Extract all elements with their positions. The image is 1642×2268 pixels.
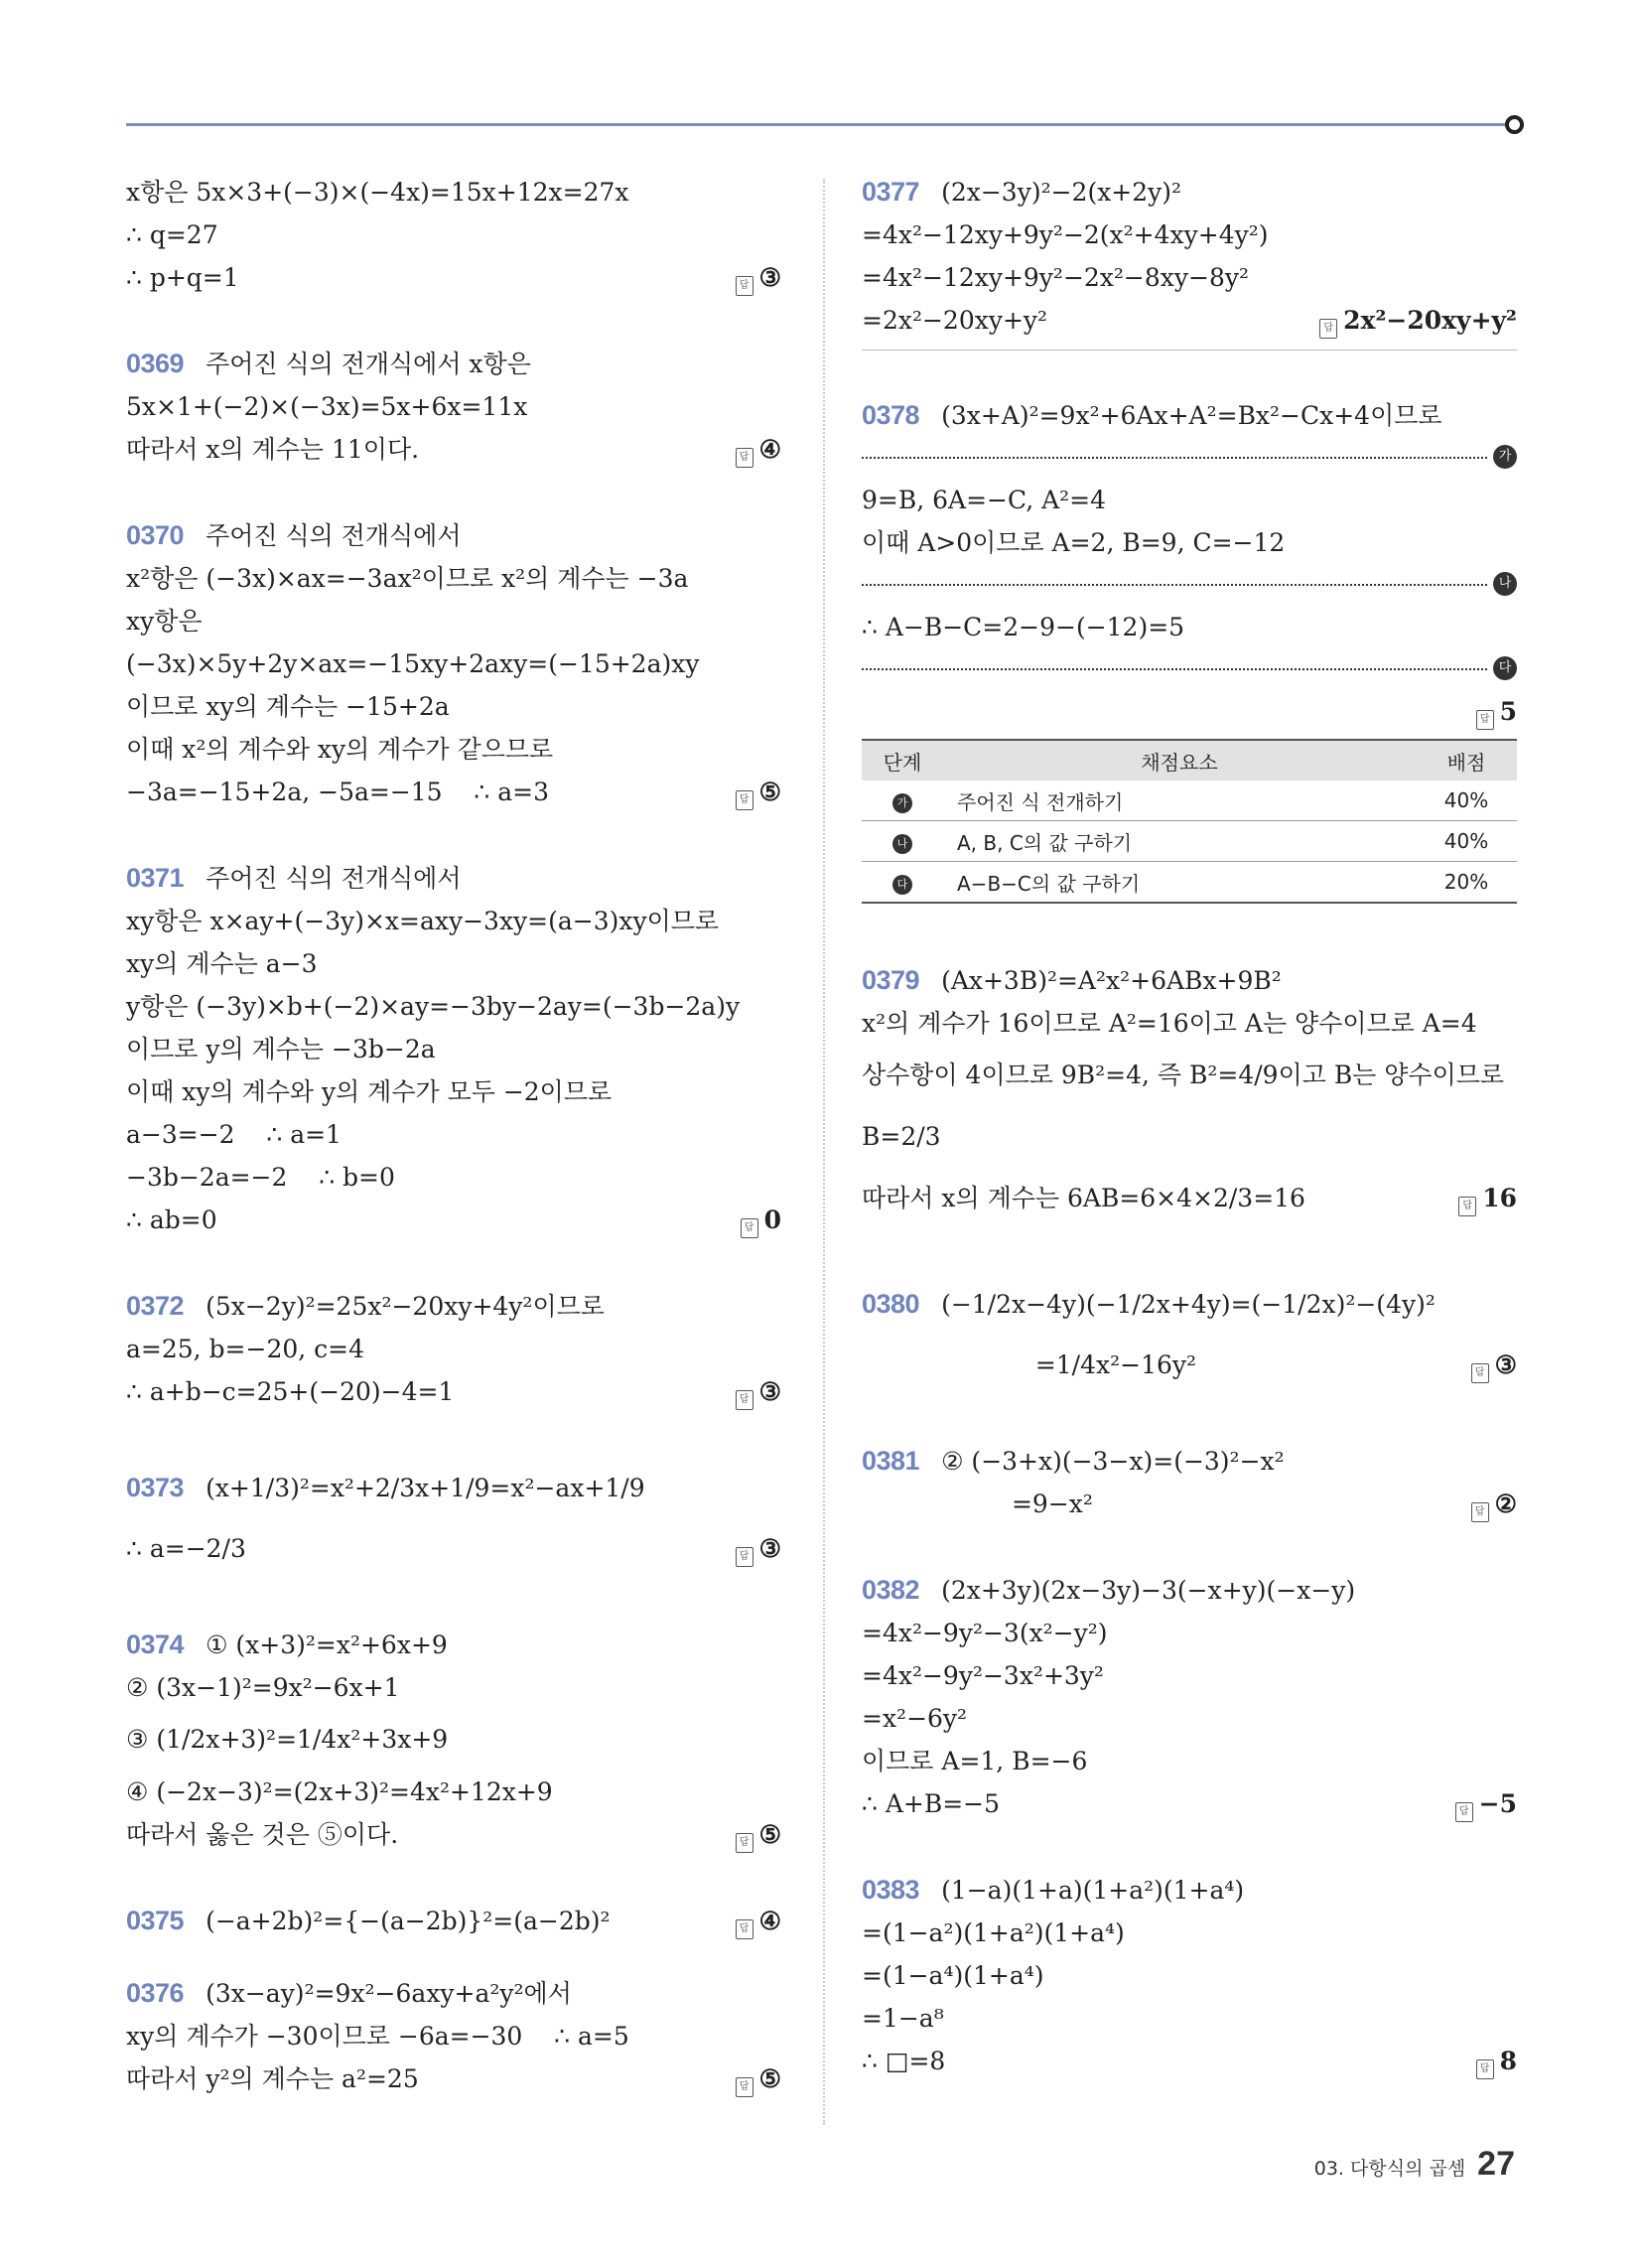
answer-marker-icon: 답: [1476, 710, 1494, 730]
solution-text: 이때 x²의 계수와 xy의 계수가 같으므로: [126, 735, 554, 764]
solution-text: =(1−a⁴)(1+a⁴): [862, 1961, 1044, 1990]
solution-line: [862, 959, 1517, 1002]
solution-text: xy항은: [126, 607, 203, 636]
solution-line: [862, 1869, 1517, 1912]
solution-text: ① (x+3)²=x²+6x+9: [205, 1630, 448, 1659]
table-header: 배점: [1416, 740, 1517, 780]
answer: 답 ⑤: [736, 1813, 781, 1856]
solution-line: [126, 1028, 781, 1070]
solution-text: 이므로 A=1, B=−6: [862, 1747, 1088, 1775]
problem-0382: [862, 1569, 1517, 1825]
problem-text: (3x+A)²=9x²+6Ax+A²=Bx²−Cx+4이므로: [941, 401, 1442, 430]
problem-number: 0378: [862, 400, 920, 430]
solution-line: [862, 256, 1517, 299]
solution-line: [126, 557, 781, 600]
answer: 답 ④: [736, 428, 781, 471]
right-column-problems: [862, 959, 1517, 2082]
solution-line: [862, 2040, 1517, 2082]
solution-text: x항은 5x×3+(−3)×(−4x)=15x+12x=27x: [126, 178, 629, 207]
solution-text: xy항은 x×ay+(−3y)×x=axy−3xy=(a−3)xy이므로: [126, 907, 720, 935]
solution-text: −3b−2a=−2 ∴ b=0: [126, 1163, 395, 1192]
solution-line: [862, 1569, 1517, 1612]
score-item: 주어진 식 전개하기: [943, 780, 1416, 821]
solution-line: [126, 1285, 781, 1328]
problem-0369: [126, 343, 781, 471]
solution-text: =9−x²: [862, 1489, 1093, 1518]
score-item: A−B−C의 값 구하기: [943, 862, 1416, 904]
solution-text: a=25, b=−20, c=4: [126, 1335, 365, 1363]
answer-marker-icon: 답: [736, 790, 753, 810]
problem-0373: [126, 1457, 781, 1580]
solution-text: xy의 계수는 a−3: [126, 949, 318, 978]
solution-line: [126, 428, 781, 471]
solution-text: (−3x)×5y+2y×ax=−15xy+2axy=(−15+2a)xy: [126, 649, 700, 678]
solution-line: [126, 642, 781, 685]
solution-text: ③ (1/2x+3)²=1/4x²+3x+9: [126, 1725, 449, 1754]
step-mark-icon: 가: [892, 793, 912, 813]
solution-line: [862, 1440, 1517, 1483]
solution-text: 5x×1+(−2)×(−3x)=5x+6x=11x: [126, 392, 528, 421]
solution-line: [862, 213, 1517, 256]
solution-line: [126, 1156, 781, 1199]
solution-line: [126, 857, 781, 900]
solution-text: ∴ q=27: [126, 220, 218, 249]
solution-line: [126, 900, 781, 942]
problem-prev: [126, 171, 781, 299]
solution-line: 이때 A>0이므로 A=2, B=9, C=−12: [862, 528, 1286, 557]
solution-text: ∴ □=8: [862, 2047, 946, 2075]
step-mark-2: 나: [1493, 572, 1517, 596]
right-column: [862, 171, 1517, 2082]
problem-number: 0377: [862, 177, 920, 207]
solution-text: =2x²−20xy+y²: [862, 306, 1048, 335]
answer-marker-icon: 답: [1458, 1197, 1476, 1216]
solution-line: [126, 942, 781, 985]
answer-marker-icon: 답: [1476, 2059, 1494, 2079]
solution-text: ④ (−2x−3)²=(2x+3)²=4x²+12x+9: [126, 1777, 553, 1806]
solution-line: [126, 1709, 781, 1771]
table-row: [862, 862, 1517, 904]
solution-text: ∴ a+b−c=25+(−20)−4=1: [126, 1377, 455, 1406]
solution-text: 주어진 식의 전개식에서 x항은: [205, 350, 531, 378]
problem-0370: [126, 514, 781, 813]
solution-text: 이므로 y의 계수는 −3b−2a: [126, 1035, 436, 1063]
solution-line: [126, 514, 781, 557]
problem-number: 0369: [126, 349, 185, 378]
answer: 답 ⑤: [736, 2057, 781, 2100]
solution-line: [126, 985, 781, 1028]
solution-line: [126, 1518, 781, 1580]
solution-line: [862, 1697, 1517, 1740]
problem-number: 0370: [126, 520, 185, 550]
solution-text: =4x²−12xy+9y²−2(x²+4xy+4y²): [862, 220, 1269, 249]
solution-line: [862, 1335, 1517, 1396]
answer-marker-icon: 답: [1319, 319, 1337, 339]
step-mark-3: 다: [1493, 656, 1517, 680]
solution-line: ∴ A−B−C=2−9−(−12)=5: [862, 613, 1185, 641]
solution-line: [862, 171, 1517, 213]
problem-number: 0376: [126, 1978, 185, 2008]
answer-marker-icon: 답: [741, 1218, 758, 1238]
solution-line: [862, 1168, 1517, 1229]
solution-line: [862, 1912, 1517, 1954]
problem-0377: [862, 171, 1517, 342]
step-mark-icon: 나: [892, 834, 912, 854]
solution-line: [862, 1002, 1517, 1045]
header-rule: [126, 123, 1513, 126]
answer: 답 16: [1458, 1168, 1517, 1229]
solution-line: [126, 213, 781, 256]
problem-0372: [126, 1285, 781, 1413]
problem-0376: [126, 1972, 781, 2100]
solution-text: (5x−2y)²=25x²−20xy+4y²이므로: [205, 1292, 605, 1321]
solution-line: [126, 1771, 781, 1813]
answer-marker-icon: 답: [736, 276, 753, 296]
solution-line: [126, 1070, 781, 1113]
answer-marker-icon: 답: [736, 1833, 753, 1853]
solution-text: ② (−3+x)(−3−x)=(−3)²−x²: [941, 1447, 1285, 1476]
solution-text: =4x²−12xy+9y²−2x²−8xy−8y²: [862, 263, 1250, 292]
solution-line: [862, 1782, 1517, 1825]
solution-line: [126, 1328, 781, 1370]
problem-0381: [862, 1440, 1517, 1525]
step-divider-3: [862, 648, 1517, 690]
solution-text: =4x²−9y²−3x²+3y²: [862, 1661, 1104, 1690]
solution-text: (2x−3y)²−2(x+2y)²: [941, 178, 1182, 207]
solution-line: [126, 728, 781, 771]
solution-line: [126, 771, 781, 813]
score-percent: 40%: [1416, 780, 1517, 821]
score-percent: 40%: [1416, 821, 1517, 862]
score-percent: 20%: [1416, 862, 1517, 904]
answer-marker-icon: 답: [736, 448, 753, 468]
left-column: [126, 171, 781, 2100]
solution-text: 주어진 식의 전개식에서: [205, 864, 462, 893]
solution-line: [862, 1740, 1517, 1782]
problem-0371: [126, 857, 781, 1241]
answer-marker-icon: 답: [736, 1390, 753, 1410]
solution-line: [126, 256, 781, 299]
solution-line: [126, 1624, 781, 1666]
solution-text: 이때 xy의 계수와 y의 계수가 모두 −2이므로: [126, 1077, 613, 1106]
answer: 답 8: [1476, 2040, 1517, 2082]
problem-0383: [862, 1869, 1517, 2082]
solution-text: ∴ p+q=1: [126, 263, 239, 292]
answer-marker-icon: 답: [1455, 1802, 1473, 1822]
solution-line: [126, 1813, 781, 1856]
solution-line: [862, 1954, 1517, 1997]
problem-number: 0382: [862, 1575, 920, 1605]
solution-text: x²항은 (−3x)×ax=−3ax²이므로 x²의 계수는 −3a: [126, 564, 689, 593]
solution-text: 따라서 옳은 것은 ⑤이다.: [126, 1820, 399, 1849]
solution-text: (3x−ay)²=9x²−6axy+a²y²에서: [205, 1979, 572, 2008]
solution-text: 상수항이 4이므로 9B²=4, 즉 B²=4/9이고 B는 양수이므로: [862, 1061, 1505, 1089]
problem-number: 0379: [862, 965, 920, 995]
answer-marker-icon: 답: [736, 1547, 753, 1567]
solution-text: 주어진 식의 전개식에서: [205, 521, 462, 550]
step-divider-2: [862, 564, 1517, 606]
solution-line: [862, 1273, 1517, 1335]
solution-text: =4x²−9y²−3(x²−y²): [862, 1619, 1108, 1647]
answer: 답 ⑤: [736, 771, 781, 813]
solution-line: [862, 1483, 1517, 1525]
solution-text: ∴ A+B=−5: [862, 1789, 1001, 1818]
solution-text: =(1−a²)(1+a²)(1+a⁴): [862, 1918, 1125, 1947]
solution-line: [126, 1113, 781, 1156]
solution-line: [126, 2057, 781, 2100]
header-rule-end-dot: [1505, 115, 1524, 134]
table-header: 단계: [862, 740, 943, 780]
solution-line: [862, 299, 1517, 342]
solution-line: [126, 2015, 781, 2057]
problem-0379: [862, 959, 1517, 1229]
problem-number: 0371: [126, 863, 185, 893]
problem-0378-head: [862, 394, 1517, 437]
solution-line: [126, 1457, 781, 1518]
solution-text: −3a=−15+2a, −5a=−15 ∴ a=3: [126, 778, 549, 806]
answer-marker-icon: 답: [736, 2077, 753, 2097]
problem-number: 0372: [126, 1291, 185, 1321]
solution-text: xy의 계수가 −30이므로 −6a=−30 ∴ a=5: [126, 2022, 629, 2051]
solution-line: [862, 1997, 1517, 2040]
solution-text: x²의 계수가 16이므로 A²=16이고 A는 양수이므로 A=4: [862, 1009, 1477, 1038]
answer-line: [862, 690, 1517, 733]
solution-text: =1−a⁸: [862, 2004, 944, 2033]
answer: 답 ③: [736, 1518, 781, 1580]
solution-text: 따라서 y²의 계수는 a²=25: [126, 2064, 419, 2093]
score-item: A, B, C의 값 구하기: [943, 821, 1416, 862]
scoring-table: [862, 739, 1517, 904]
answer-marker-icon: 답: [1471, 1502, 1489, 1522]
solution-text: y항은 (−3y)×b+(−2)×ay=−3by−2ay=(−3b−2a)y: [126, 992, 741, 1021]
solution-line: [862, 1106, 1517, 1168]
column-divider: [823, 179, 825, 2125]
solution-text: (−1/2x−4y)(−1/2x+4y)=(−1/2x)²−(4y)²: [941, 1290, 1436, 1319]
problem-number: 0374: [126, 1630, 185, 1659]
solution-text: 이므로 xy의 계수는 −15+2a: [126, 692, 450, 721]
page-footer: [1314, 2145, 1515, 2184]
problem-0374: [126, 1624, 781, 1856]
solution-text: (Ax+3B)²=A²x²+6ABx+9B²: [941, 966, 1282, 995]
answer-marker-icon: 답: [1471, 1363, 1489, 1383]
answer: 답 ④: [736, 1900, 781, 1942]
solution-text: (2x+3y)(2x−3y)−3(−x+y)(−x−y): [941, 1576, 1356, 1605]
problem-number: 0380: [862, 1289, 920, 1319]
solution-line: [126, 385, 781, 428]
solution-line: [126, 1199, 781, 1241]
solution-text: =x²−6y²: [862, 1704, 968, 1733]
table-row: [862, 821, 1517, 862]
answer: 답 ③: [1471, 1335, 1517, 1396]
solution-line: [126, 685, 781, 728]
solution-text: B=2/3: [862, 1122, 941, 1151]
answer: 답 −5: [1455, 1782, 1517, 1825]
problem-number: 0373: [126, 1473, 185, 1502]
solution-text: 따라서 x의 계수는 11이다.: [126, 435, 420, 464]
solution-text: =1/4x²−16y²: [862, 1350, 1197, 1379]
step-mark-icon: 다: [892, 875, 912, 895]
answer: 답 ②: [1471, 1483, 1517, 1525]
problem-0380: [862, 1273, 1517, 1396]
problem-number: 0375: [126, 1906, 185, 1935]
solution-text: ∴ a=−2/3: [126, 1534, 246, 1563]
solution-line: [862, 1612, 1517, 1654]
answer: 답 0: [741, 1199, 781, 1241]
table-header: 채점요소: [943, 740, 1416, 780]
answer: 답 5: [1476, 690, 1517, 733]
solution-line: [126, 1972, 781, 2015]
table-row: [862, 780, 1517, 821]
solution-line: [126, 1900, 781, 1942]
answer: 답 ③: [736, 1370, 781, 1413]
solution-line: [126, 1666, 781, 1709]
page-number: 27: [1477, 2145, 1515, 2183]
solution-line: [126, 600, 781, 642]
solution-text: a−3=−2 ∴ a=1: [126, 1120, 342, 1149]
step-divider-1: [862, 437, 1517, 479]
answer: 답 ③: [736, 256, 781, 299]
solution-text: ② (3x−1)²=9x²−6x+1: [126, 1673, 400, 1702]
step-mark-1: 가: [1493, 445, 1517, 469]
problem-number: 0383: [862, 1875, 920, 1905]
problem-0375: [126, 1900, 781, 1942]
chapter-title: 03. 다항식의 곱셈: [1313, 2158, 1466, 2180]
solution-line: [862, 1045, 1517, 1106]
answer-marker-icon: 답: [736, 1919, 753, 1939]
solution-line: [126, 1370, 781, 1413]
solution-line: [862, 1654, 1517, 1697]
solution-text: ∴ ab=0: [126, 1205, 217, 1234]
solution-line: [126, 343, 781, 385]
solution-text: (−a+2b)²={−(a−2b)}²=(a−2b)²: [205, 1907, 611, 1935]
solution-line: [126, 171, 781, 213]
solution-text: (x+1/3)²=x²+2/3x+1/9=x²−ax+1/9: [205, 1474, 645, 1502]
answer: 답 2x²−20xy+y²: [1319, 299, 1517, 342]
solution-text: (1−a)(1+a)(1+a²)(1+a⁴): [941, 1876, 1245, 1905]
problem-number: 0381: [862, 1446, 920, 1476]
solution-line: 9=B, 6A=−C, A²=4: [862, 486, 1107, 514]
solution-text: 따라서 x의 계수는 6AB=6×4×2/3=16: [862, 1184, 1305, 1212]
